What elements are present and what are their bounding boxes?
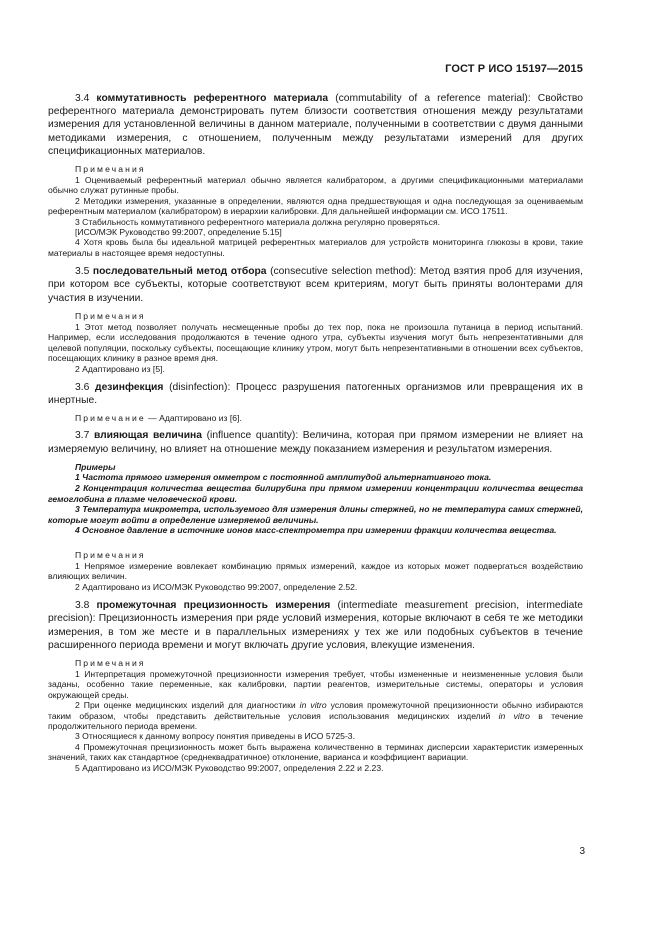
example-item: 2 Концентрация количества вещества билирубина при прямом измерении концентрации количества вещества гемоглобина в плазме человеческой крови. bbox=[48, 482, 583, 504]
note-item: [ИСО/МЭК Руководство 99:2007, определение 5.15] bbox=[75, 227, 282, 238]
entry-definition: (disinfection): Процесс разрушения патогенных организмов или превращения их в инертные. bbox=[48, 381, 583, 407]
entry-number: 3.8 bbox=[75, 600, 90, 612]
note-item: 1 Оцениваемый референтный материал обычно является калибратором, а другими спецификационными материалами обычно служат рутинные пробы. bbox=[48, 175, 583, 196]
entry-3-7 bbox=[48, 429, 583, 455]
page-number: 3 bbox=[579, 846, 585, 857]
notes-3-4 bbox=[48, 164, 583, 258]
note-item: 4 Промежуточная прецизионность может быть выражена количественно в терминах дисперсии характеристик измеренных значений, таких как стандартное (среднеквадратичное) отклонение, варианса и коэффициент вариации. bbox=[48, 741, 583, 763]
entry-definition: (commutability of a reference material): Свойство референтного материала демонстрировать путем близости соответствия отношения между результатами измерения для установленной величины в данном материале, полученными в соответствии с двумя данными методиками измерения, с отношением, полученным между результатами измерений для других спецификационных материалов. bbox=[48, 93, 583, 157]
notes-3-8 bbox=[48, 658, 583, 773]
note-text: в течение продолжительного периода времени. bbox=[48, 710, 583, 731]
entry-number: 3.5 bbox=[75, 266, 90, 278]
notes-heading: Примечания bbox=[75, 549, 146, 560]
entry-definition: (influence quantity): Величина, которая при прямом измерении не влияет на измеряемую величину, но влияет на отношение между показанием измерения и результатом измерения. bbox=[48, 430, 583, 455]
entry-3-8 bbox=[48, 599, 583, 652]
document-body bbox=[48, 92, 583, 780]
entry-term: коммутативность референтного материала bbox=[96, 93, 329, 104]
note-item: 3 Относящиеся к данному вопросу понятия приведены в ИСО 5725-3. bbox=[75, 731, 355, 742]
entry-term: промежуточная прецизионность измерения bbox=[96, 600, 331, 612]
note-3-6 bbox=[48, 413, 583, 424]
entry-term: дезинфекция bbox=[95, 381, 164, 393]
note-heading: Примечание bbox=[75, 413, 146, 424]
entry-definition: (consecutive selection method): Метод взятия проб для изучения, при котором все субъекты, которые соответствуют всем критериям, могут быть приняты волонтерами для участия в изучении. bbox=[48, 266, 583, 304]
note-item: 1 Интерпретация промежуточной прецизионности измерения требует, чтобы измененные и неизмененные условия были заданы, особенно такие переменные, как калибровки, партии реагентов, измерительные системы, операторы и условия окружающей среды. bbox=[48, 668, 583, 700]
note-text: 2 При оценке медицинских изделий для диагностики bbox=[75, 700, 300, 711]
notes-heading: Примечания bbox=[75, 657, 146, 668]
note-item: 3 Стабильность коммутативного референтного материала должна регулярно проверяться. bbox=[75, 216, 440, 227]
entry-number: 3.7 bbox=[75, 430, 90, 442]
note-item: 5 Адаптировано из ИСО/МЭК Руководство 99:2007, определения 2.22 и 2.23. bbox=[75, 762, 384, 773]
note-text-italic: in vitro bbox=[299, 700, 327, 711]
note-text-italic: in vitro bbox=[498, 710, 530, 721]
note-text: условия промежуточной прецизионности обычно избираются таким образом, чтобы представить действительные условия использования медицинских изделий bbox=[48, 700, 583, 721]
example-item: 4 Основное давление в источнике ионов масс-спектрометра при измерении фракции количества вещества. bbox=[75, 525, 557, 536]
note-text: — Адаптировано из [6]. bbox=[145, 413, 242, 424]
notes-heading: Примечания bbox=[75, 310, 146, 321]
entry-term: последовательный метод отбора bbox=[92, 266, 267, 278]
note-item: 2 Адаптировано из [5]. bbox=[75, 363, 165, 374]
example-item: 3 Температура микрометра, используемого для измерения длины стержней, но не температура самих стержней, которые могут войти в определение измеряемой величины. bbox=[48, 504, 583, 525]
note-item: 1 Непрямое измерение вовлекает комбинацию прямых измерений, каждое из которых может подвергаться воздействию влияющих величин. bbox=[48, 560, 583, 582]
note-item: 4 Хотя кровь была бы идеальной матрицей референтных материалов для устройств мониторинга глюкозы в крови, такие материалы в настоящее время недоступны. bbox=[48, 237, 583, 258]
entry-term: влияющая величина bbox=[93, 430, 202, 442]
notes-3-5 bbox=[48, 311, 583, 374]
document-id: ГОСТ Р ИСО 15197—2015 bbox=[445, 63, 583, 75]
entry-3-4 bbox=[48, 92, 583, 158]
examples-heading: Примеры bbox=[75, 461, 116, 472]
note-item bbox=[48, 700, 583, 731]
note-item: 2 Адаптировано из ИСО/МЭК Руководство 99:2007, определение 2.52. bbox=[75, 581, 358, 592]
note-item: 1 Этот метод позволяет получать несмещенные пробы до тех пор, пока не произошла путаница в период испытаний. Например, если исследования продолжаются в течение одного утра, субъекты изучения могут быть непрезентативными для целевой популяции, поскольку субъекты, посещающие клинику утром, могут быть непрезентативными в отношении всех субъектов, посещающих клинику в разное время дня. bbox=[48, 321, 583, 364]
entry-number: 3.6 bbox=[75, 381, 90, 393]
examples-3-7 bbox=[48, 462, 583, 536]
example-item: 1 Частота прямого измерения омметром с постоянной амплитудой альтернативного тока. bbox=[75, 472, 492, 483]
note-item: 2 Методики измерения, указанные в определении, являются одна предшествующая и одна последующая за оцениваемым референтным материалом (калибратором) в иерархии калибровки. Для дальнейшей информации см. ИСО 17511. bbox=[48, 195, 583, 217]
notes-3-7 bbox=[48, 550, 583, 592]
entry-3-5 bbox=[48, 265, 583, 305]
notes-heading: Примечания bbox=[75, 164, 146, 175]
entry-3-6 bbox=[48, 381, 583, 407]
entry-definition: (intermediate measurement precision, intermediate precision): Прецизионность измерения при ряде условий измерения, которые включают в себя те же методики измерения, в том же месте и в параллельных измерениях у тех же или подобных субъектов в течение расширенного периода времени и могут включать другие условия, влекущие изменения. bbox=[48, 600, 583, 651]
entry-number: 3.4 bbox=[75, 93, 90, 104]
